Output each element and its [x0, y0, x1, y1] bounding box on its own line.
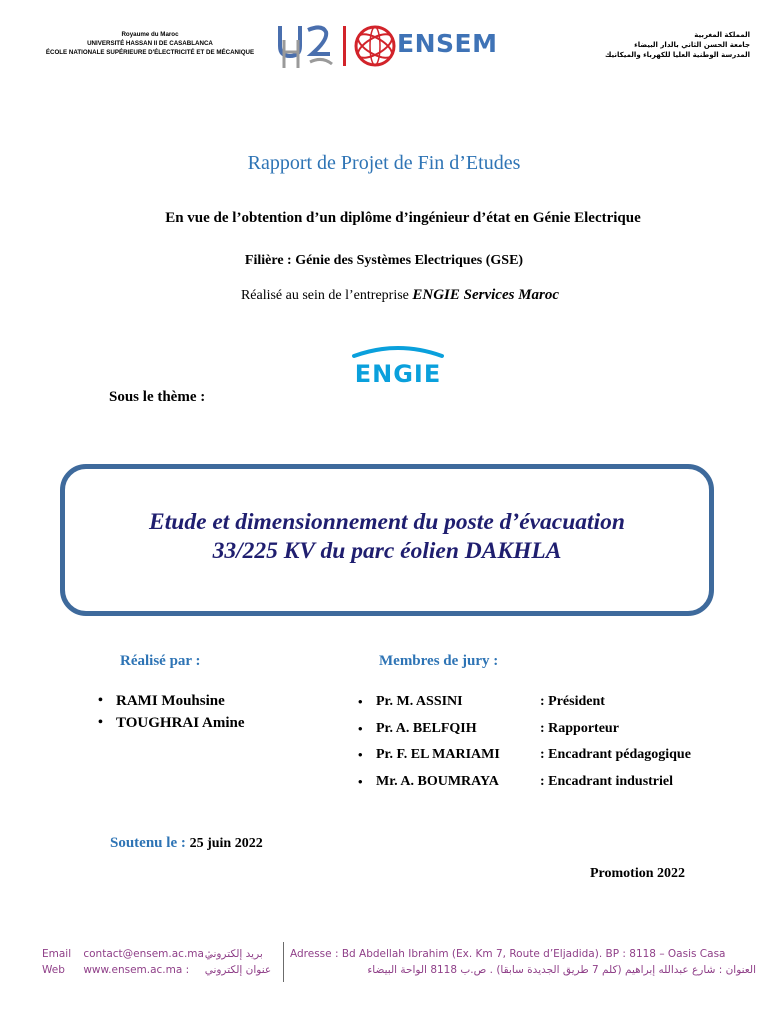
- filiere-line: Filière : Génie des Systèmes Electriques (GSE): [244, 253, 524, 268]
- header-ar-block: [500, 30, 750, 60]
- header-fr-line: UNIVERSITÉ HASSAN II DE CASABLANCA: [87, 40, 213, 47]
- defense-label: Soutenu le :: [110, 835, 186, 851]
- student-item: • TOUGHRAI Amine: [98, 712, 245, 734]
- jury-member-name: Pr. A. BELFQIH: [376, 720, 477, 736]
- jury-member: [358, 744, 691, 771]
- realise-par-label: Réalisé par :: [120, 653, 201, 669]
- theme-title: [60, 508, 714, 566]
- jury-member-name: Pr. M. ASSINI: [376, 694, 463, 709]
- theme-title-line: Etude et dimensionnement du poste d’évacuation: [149, 509, 625, 535]
- web-label-ar: عنوان إلكتروني: [204, 964, 272, 976]
- address-ar: العنوان : شارع عبدالله إبراهيم (كلم 7 طريق الجديدة سابقا) . ص.ب 8118 الواحة البيضاء: [367, 964, 756, 976]
- company-name: ENGIE Services Maroc: [412, 287, 560, 303]
- student-item: • RAMI Mouhsine: [98, 690, 245, 712]
- jury-member: [358, 718, 691, 745]
- email-label-ar: بريد إلكتروني: [204, 948, 263, 960]
- ensem-wordmark: ENSEM: [397, 29, 498, 58]
- company-line: [0, 287, 768, 304]
- jury-member-name: Pr. F. EL MARIAMI: [376, 747, 500, 762]
- engie-logo-icon: [346, 342, 450, 386]
- header-fr-line: Royaume du Maroc: [121, 31, 179, 38]
- email-link[interactable]: contact@ensem.ac.ma :: [83, 948, 211, 960]
- company-prefix: Réalisé au sein de l’entreprise: [240, 288, 409, 303]
- web-link[interactable]: www.ensem.ac.ma :: [83, 964, 190, 976]
- jury-list: [358, 691, 691, 797]
- ensem-logo-icon: [355, 27, 396, 65]
- uh2c-logo-icon: [280, 26, 332, 68]
- engie-logo-text: ENGIE: [354, 360, 442, 386]
- theme-title-line: 33/225 KV du parc éolien DAKHLA: [212, 538, 562, 564]
- jury-member-role: : Président: [540, 694, 605, 709]
- jury-member-name: Mr. A. BOUMRAYA: [376, 773, 499, 789]
- jury-label: Membres de jury :: [379, 653, 499, 669]
- header-fr-block: [18, 30, 282, 57]
- jury-member: [358, 771, 691, 798]
- defense-date: 25 juin 2022: [189, 836, 263, 851]
- web-label: Web: [42, 964, 65, 976]
- footer-contact: [42, 946, 271, 978]
- header-fr-line: ÉCOLE NATIONALE SUPÉRIEURE D'ÉLECTRICITÉ ET DE MÉCANIQUE: [45, 49, 255, 56]
- header-ar-line: المدرسة الوطنية العليا للكهرباء والميكانيك: [605, 51, 750, 59]
- header-ar-line: المملكة المغربية: [694, 31, 750, 39]
- jury-member: [358, 691, 691, 718]
- report-title: Rapport de Projet de Fin d’Etudes: [247, 152, 521, 174]
- student-list: [98, 690, 245, 734]
- email-label: Email: [42, 948, 72, 960]
- footer-email-row: [42, 946, 271, 962]
- address-fr: Adresse : Bd Abdellah Ibrahim (Ex. Km 7, Route d’Eljadida). BP : 8118 – Oasis Casa: [290, 948, 726, 960]
- footer-divider: [283, 942, 284, 982]
- footer-address: [290, 946, 756, 978]
- theme-label: Sous le thème :: [109, 389, 206, 405]
- footer-web-row: [42, 962, 271, 978]
- jury-member-role: : Encadrant industriel: [540, 773, 674, 789]
- defense-date-line: [110, 835, 263, 852]
- report-subtitle: En vue de l’obtention d’un diplôme d’ingénieur d’état en Génie Electrique: [165, 210, 641, 226]
- jury-member-role: : Rapporteur: [540, 720, 619, 736]
- promotion: Promotion 2022: [590, 866, 686, 881]
- header-ar-line: جامعة الحسن الثاني بالدار البيضاء: [634, 41, 750, 49]
- logo-divider: [343, 26, 346, 66]
- jury-member-role: : Encadrant pédagogique: [540, 747, 691, 762]
